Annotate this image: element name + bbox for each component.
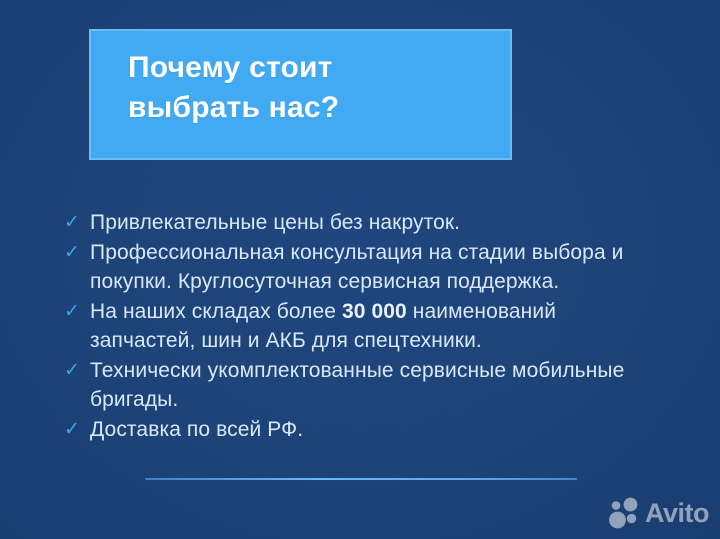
list-item-text: Технически укомплектованные сервисные мобильные бригады. [90, 358, 625, 411]
list-item-text: Профессиональная консультация на стадии выбора и покупки. Круглосуточная сервисная поддержка. [90, 240, 624, 293]
list-item-text [90, 297, 648, 356]
benefits-list [64, 208, 664, 444]
divider [145, 478, 577, 480]
list-item [64, 297, 664, 356]
page-title-line2: выбрать нас? [128, 91, 340, 124]
list-item-text: Доставка по всей РФ. [90, 417, 304, 441]
avito-brand-text: Avito [645, 498, 709, 528]
page-title-line1: Почему стоит [128, 51, 333, 84]
check-icon: ✓ [64, 241, 80, 263]
check-icon: ✓ [64, 359, 80, 381]
check-icon: ✓ [64, 418, 80, 440]
list-item [64, 356, 664, 415]
avito-watermark [608, 496, 709, 530]
list-item-text-after: наименований запчастей, шин и АКБ для спецтехники. [90, 299, 557, 352]
page-title [128, 48, 510, 128]
list-item-text-before: На наших складах более [90, 299, 342, 323]
check-icon: ✓ [64, 300, 80, 322]
list-item [64, 415, 664, 445]
list-item-text: Привлекательные цены без накруток. [90, 211, 461, 234]
check-icon: ✓ [64, 212, 80, 233]
header-card [89, 29, 512, 160]
list-item [64, 238, 664, 297]
avito-logo-icon [608, 496, 642, 530]
list-item-highlight: 30 000 [341, 299, 407, 323]
list-item [64, 208, 664, 238]
